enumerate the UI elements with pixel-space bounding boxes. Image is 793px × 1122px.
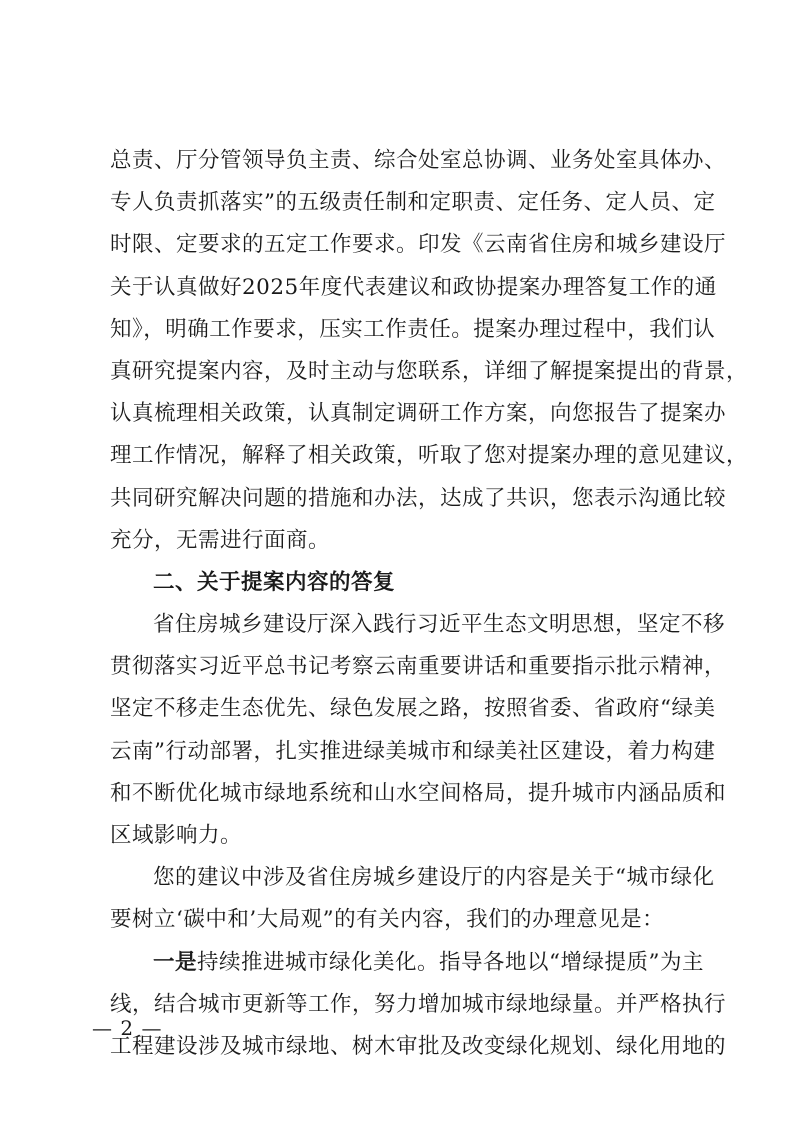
paragraph-line: 您的建议中涉及省住房城乡建设厅的内容是关于“城市绿化: [153, 865, 715, 891]
page-number: — 2 —: [92, 1016, 163, 1040]
paragraph-line: 知》，明确工作要求，压实工作责任。提案办理过程中，我们认: [110, 316, 716, 342]
paragraph-line: 区域影响力。: [110, 823, 243, 848]
lead-text: 持续推进城市绿化美化。指导各地以“增绿提质”为主: [197, 949, 705, 975]
paragraph-line-lead: [110, 942, 705, 984]
paragraph-line: 理工作情况，解释了相关政策，听取了您对提案办理的意见建议，: [110, 443, 749, 469]
section-heading: 二、关于提案内容的答复: [153, 569, 396, 595]
paragraph-line: 云南”行动部署，扎实推进绿美城市和绿美社区建设，着力构建: [110, 738, 716, 764]
paragraph-line: 总责、厅分管领导负主责、综合处室总协调、业务处室具体办、: [110, 148, 727, 173]
paragraph-line: 真研究提案内容，及时主动与您联系，详细了解提案提出的背景，: [110, 358, 749, 384]
paragraph-line: 工程建设涉及城市绿地、树木审批及改变绿化规划、绿化用地的: [110, 1033, 727, 1059]
paragraph-line: 共同研究解决问题的措施和办法，达成了共识，您表示沟通比较: [110, 485, 727, 511]
paragraph-line: 省住房城乡建设厅深入践行习近平生态文明思想，坚定不移: [153, 612, 726, 638]
paragraph-line: 专人负责抓落实”的五级责任制和定职责、定任务、定人员、定: [110, 190, 716, 216]
paragraph-line: 和不断优化城市绿地系统和山水空间格局，提升城市内涵品质和: [110, 780, 727, 806]
paragraph-line: 认真梳理相关政策，认真制定调研工作方案，向您报告了提案办: [110, 401, 727, 427]
paragraph-line: 坚定不移走生态优先、绿色发展之路，按照省委、省政府“绿美: [110, 696, 716, 722]
paragraph-line: 关于认真做好2025年度代表建议和政协提案办理答复工作的通: [110, 274, 717, 300]
document-body: [110, 140, 749, 1068]
paragraph-line: 时限、定要求的五定工作要求。印发《云南省住房和城乡建设厅: [110, 232, 727, 258]
paragraph-line: 贯彻落实习近平总书记考察云南重要讲话和重要指示批示精神，: [110, 654, 727, 680]
paragraph-line: 充分，无需进行面商。: [110, 527, 331, 553]
paragraph-line: 线，结合城市更新等工作，努力增加城市绿地绿量。并严格执行: [110, 991, 727, 1017]
lead-label: 一是: [153, 949, 198, 975]
paragraph-line: 要树立‘碳中和’大局观”的有关内容，我们的办理意见是：: [110, 907, 665, 933]
